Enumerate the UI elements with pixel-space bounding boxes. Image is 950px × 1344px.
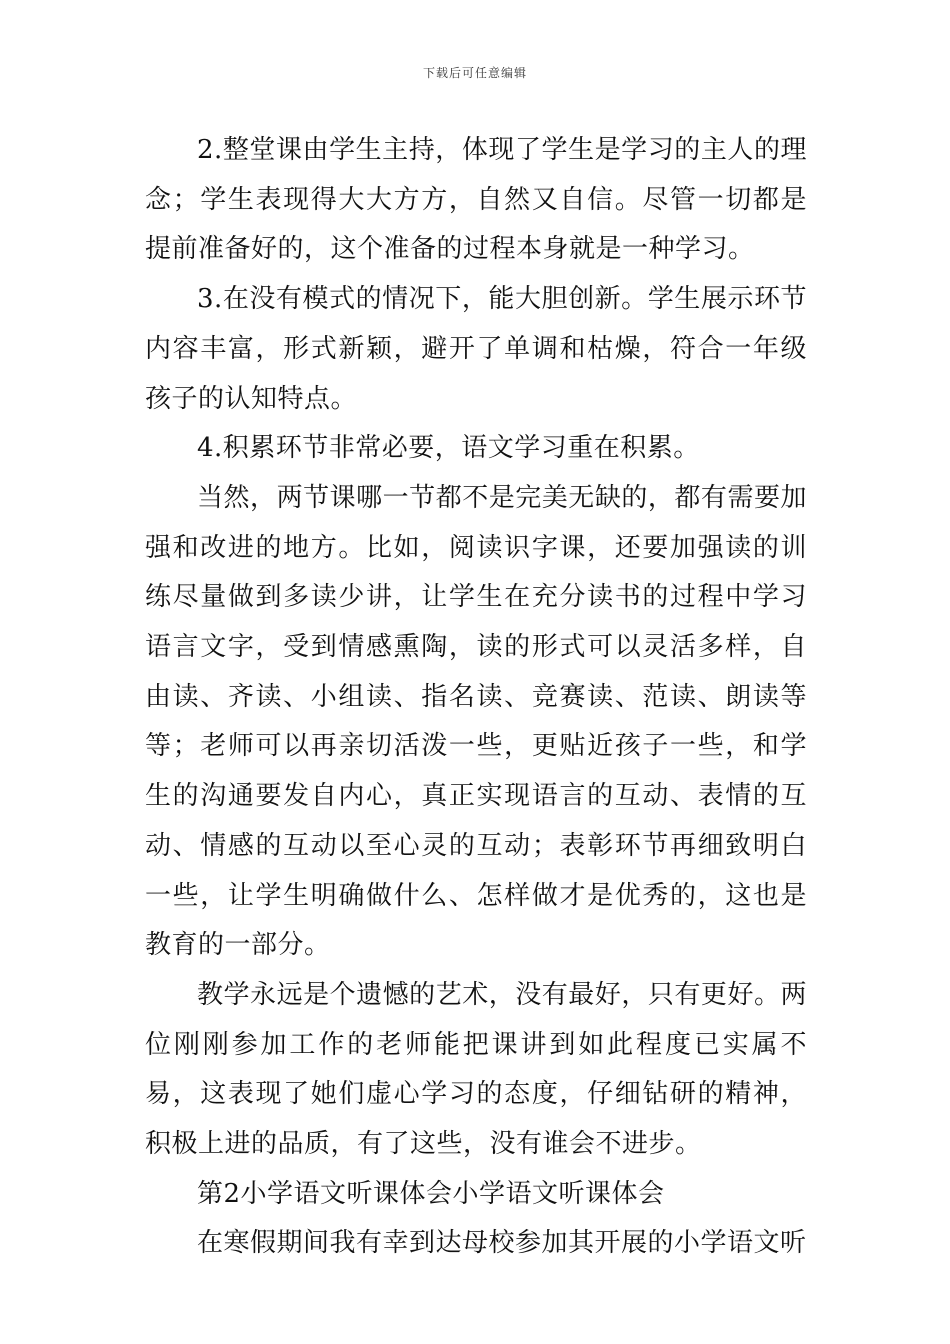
paragraph-point-4: 4.积累环节非常必要，语文学习重在积累。 [197,433,700,464]
paragraph-conclusion: 教学永远是个遗憾的艺术，没有最好，只有更好。两位刚刚参加工作的老师能把课讲到如此程度已实属不易，这表现了她们虚心学习的态度，仔细钻研的精神，积极上进的品质，有了这些，没有谁会不进步。 [145,979,807,1160]
paragraph-improvements: 当然，两节课哪一节都不是完美无缺的，都有需要加强和改进的地方。比如，阅读识字课，还要加强读的训练尽量做到多读少讲，让学生在充分读书的过程中学习语言文字，受到情感熏陶，读的形式可以灵活多样，自由读、齐读、小组读、指名读、竞赛读、范读、朗读等等；老师可以再亲切活泼一些，更贴近孩子一些，和学生的沟通要发自内心，真正实现语言的互动、表情的互动、情感的互动以至心灵的互动；表彰环节再细致明白一些，让学生明确做什么、怎样做才是优秀的，这也是教育的一部分。 [145,482,807,961]
document-body [145,126,807,1269]
paragraph-point-2: 2.整堂课由学生主持，体现了学生是学习的主人的理念；学生表现得大大方方，自然又自信。尽管一切都是提前准备好的，这个准备的过程本身就是一种学习。 [145,135,807,265]
section-heading: 第2小学语文听课体会小学语文听课体会 [197,1178,665,1209]
paragraph-intro: 在寒假期间我有幸到达母校参加其开展的小学语文听 [197,1228,807,1259]
paragraph-point-3: 3.在没有模式的情况下，能大胆创新。学生展示环节内容丰富，形式新颖，避开了单调和枯燥，符合一年级孩子的认知特点。 [145,284,807,414]
page-header: 下载后可任意编辑 [422,66,527,80]
